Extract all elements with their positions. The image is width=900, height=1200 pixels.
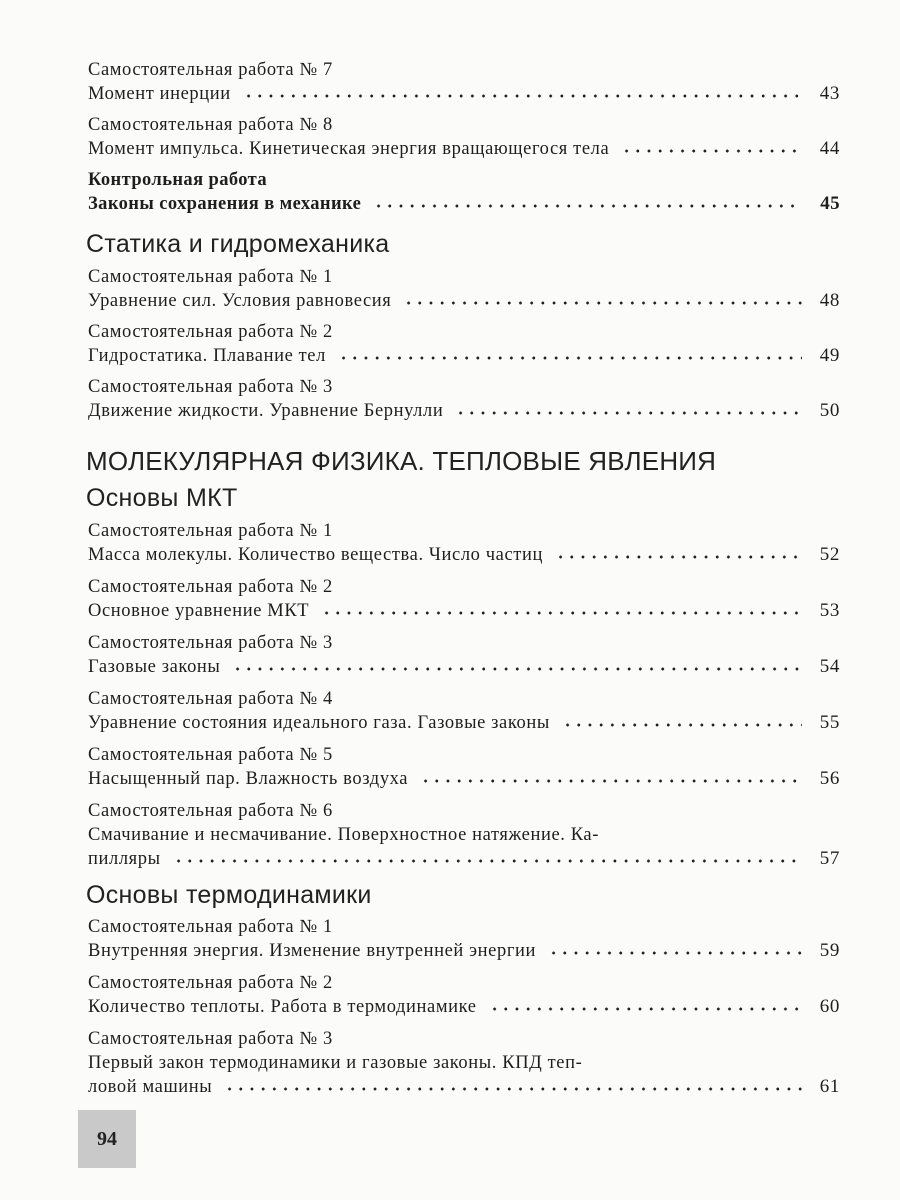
entry-page: 53 [819,600,840,621]
entry-page: 43 [819,83,840,104]
entry-label: Самостоятельная работа № 4 [88,689,333,709]
leader-dots [621,149,802,153]
entry-label: Самостоятельная работа № 3 [88,633,333,653]
entry-label: Самостоятельная работа № 2 [88,577,333,597]
entry-page: 50 [819,400,840,421]
leader-dots [420,779,802,783]
toc-entry [88,265,840,313]
entry-page: 49 [819,345,840,366]
entry-title: Газовые законы [88,657,221,677]
entry-title: Момент импульса. Кинетическая энергия вращающегося тела [88,139,610,159]
entry-page: 54 [819,656,840,677]
section-heading-mkt: Основы МКТ [86,484,238,512]
entry-page: 61 [819,1076,840,1097]
entry-label: Самостоятельная работа № 5 [88,745,333,765]
entry-title: Момент инерции [88,84,231,104]
leader-dots [321,611,802,615]
toc-entry [88,113,840,161]
entry-page: 57 [819,848,840,869]
entry-title: Основное уравнение МКТ [88,601,310,621]
leader-dots [403,301,802,305]
entry-label: Самостоятельная работа № 1 [88,267,333,287]
entry-title: Количество теплоты. Работа в термодинамике [88,997,477,1017]
toc-entry [88,971,840,1019]
toc-entry [88,519,840,567]
entry-page: 44 [819,138,840,159]
entry-title: Гидростатика. Плавание тел [88,346,326,366]
leader-dots [243,94,802,98]
entry-title: Законы сохранения в механике [88,194,362,214]
toc-entry [88,375,840,423]
entry-title-line1: Первый закон термодинамики и газовые законы. КПД теп- [88,1053,583,1073]
entry-page: 55 [819,712,840,733]
entry-label: Контрольная работа [88,170,268,190]
toc-entry [88,1027,840,1099]
entry-title: Уравнение сил. Условия равновесия [88,291,392,311]
entry-label: Самостоятельная работа № 7 [88,60,333,80]
entry-label: Самостоятельная работа № 3 [88,1029,333,1049]
leader-dots [548,951,802,955]
leader-dots [338,356,802,360]
toc-entry [88,320,840,368]
toc-entry [88,575,840,623]
entry-title: пилляры [88,849,161,869]
leader-dots [173,859,802,863]
entry-title: Масса молекулы. Количество вещества. Число частиц [88,545,543,565]
leader-dots [232,667,802,671]
entry-title: Насыщенный пар. Влажность воздуха [88,769,409,789]
toc-entry-control-work [88,168,840,216]
entry-page: 59 [819,940,840,961]
toc-entry [88,915,840,963]
section-heading-thermodynamics: Основы термодинамики [86,881,372,909]
entry-page: 52 [819,544,840,565]
entry-page: 48 [819,290,840,311]
toc-entry [88,687,840,735]
leader-dots [555,555,802,559]
entry-title: Внутренняя энергия. Изменение внутренней энергии [88,941,537,961]
page-number-badge [78,1110,136,1168]
entry-label: Самостоятельная работа № 1 [88,521,333,541]
section-heading-statics: Статика и гидромеханика [86,230,390,258]
leader-dots [373,204,802,208]
toc-entry [88,743,840,791]
leader-dots [562,723,802,727]
leader-dots [455,411,802,415]
entry-label: Самостоятельная работа № 3 [88,377,333,397]
entry-page: 45 [820,193,840,214]
leader-dots [489,1007,802,1011]
page-number: 94 [97,1127,117,1150]
entry-title: Уравнение состояния идеального газа. Газовые законы [88,713,550,733]
toc-entry [88,631,840,679]
entry-title: ловой машины [88,1077,213,1097]
chapter-heading: МОЛЕКУЛЯРНАЯ ФИЗИКА. ТЕПЛОВЫЕ ЯВЛЕНИЯ [86,446,717,476]
entry-page: 56 [819,768,840,789]
entry-label: Самостоятельная работа № 2 [88,973,333,993]
toc-entry [88,799,840,871]
toc-entry [88,58,840,106]
leader-dots [224,1087,802,1091]
entry-label: Самостоятельная работа № 8 [88,115,333,135]
entry-page: 60 [819,996,840,1017]
entry-title-line1: Смачивание и несмачивание. Поверхностное натяжение. Ка- [88,825,599,845]
entry-label: Самостоятельная работа № 6 [88,801,333,821]
entry-label: Самостоятельная работа № 1 [88,917,333,937]
entry-title: Движение жидкости. Уравнение Бернулли [88,401,444,421]
entry-label: Самостоятельная работа № 2 [88,322,333,342]
